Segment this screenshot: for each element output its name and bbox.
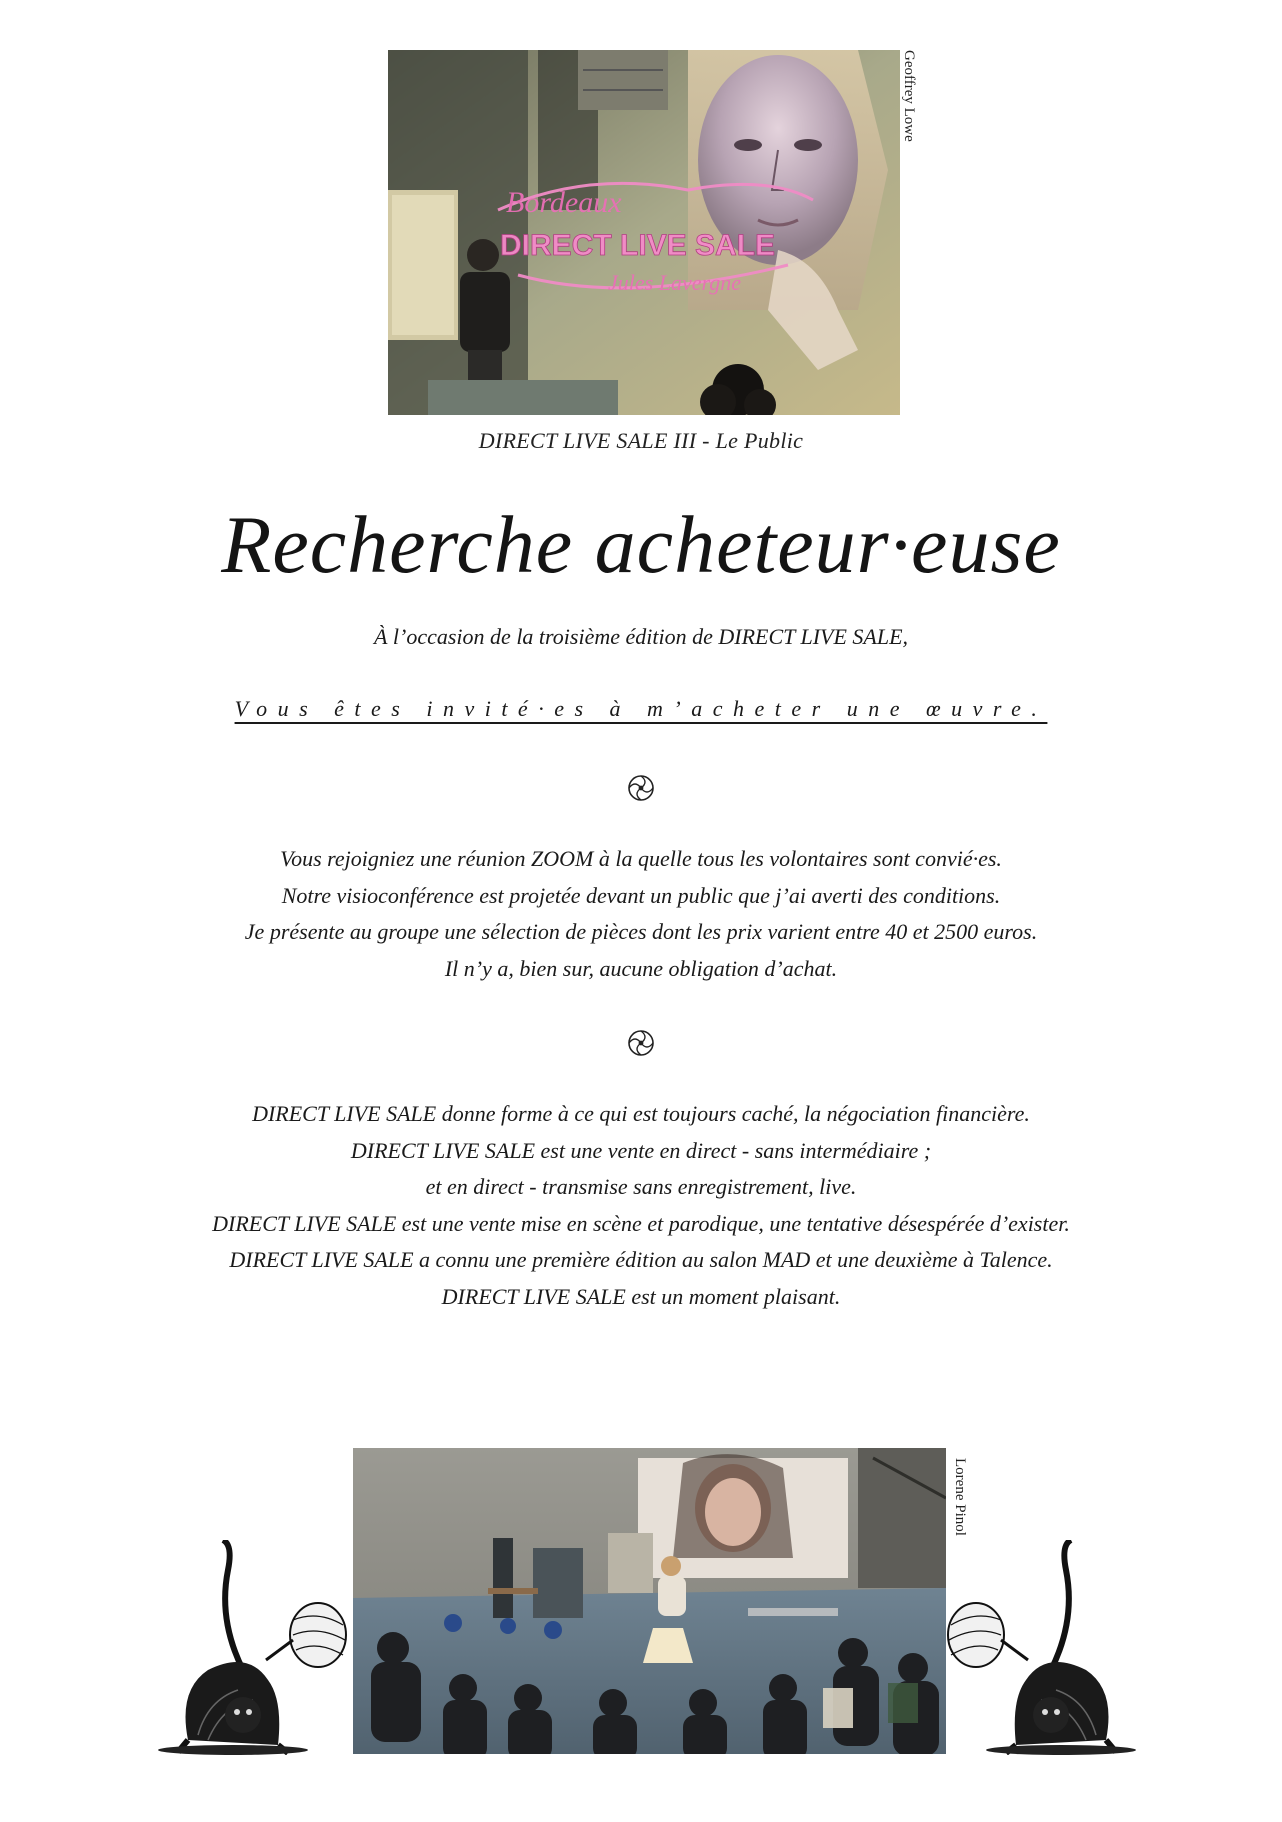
- top-photo: [388, 50, 900, 415]
- spiral-ornament-icon: [627, 1029, 655, 1057]
- paragraph-line: DIRECT LIVE SALE est une vente en direct - sans intermédiaire ;: [350, 1137, 932, 1163]
- monkey-engraving-right: [946, 1540, 1146, 1755]
- paragraph-line: DIRECT LIVE SALE est un moment plaisant.: [441, 1283, 841, 1309]
- photo-credit-bottom: Lorene Pinol: [952, 1458, 968, 1536]
- paragraph-line: DIRECT LIVE SALE donne forme à ce qui est toujours caché, la négociation financière.: [252, 1101, 1030, 1126]
- paragraph-about: [0, 1096, 1282, 1315]
- paragraph-line: DIRECT LIVE SALE est une vente mise en scène et parodique, une tentative désespérée d’exister.: [212, 1210, 1070, 1236]
- paragraph-description: [0, 841, 1282, 987]
- photo-credit-top: Geoffrey Lowe: [901, 50, 917, 142]
- intro-line: À l’occasion de la troisième édition de DIRECT LIVE SALE,: [373, 624, 909, 649]
- invitation-text: Vous êtes invité·es à m’acheter une œuvre.: [234, 696, 1048, 721]
- invitation-line: [0, 696, 1282, 722]
- svg-text:Bordeaux: Bordeaux: [506, 186, 622, 219]
- photo-caption: DIRECT LIVE SALE III - Le Public: [478, 428, 804, 453]
- paragraph-line: DIRECT LIVE SALE a connu une première édition au salon MAD et une deuxième à Talence.: [229, 1247, 1053, 1272]
- monkey-engraving-left: [148, 1540, 348, 1755]
- bottom-photo: [353, 1448, 946, 1754]
- svg-text:Jules Lavergne: Jules Lavergne: [608, 270, 741, 295]
- page-title: Recherche acheteur·euse: [221, 499, 1061, 590]
- spiral-ornament-icon: [627, 774, 655, 802]
- neon-sign-text: DIRECT LIVE SALE: [500, 229, 776, 262]
- paragraph-line: et en direct - transmise sans enregistrement, live.: [425, 1174, 857, 1199]
- paragraph-line: Notre visioconférence est projetée devant un public que j’ai averti des conditions.: [281, 882, 1001, 908]
- paragraph-line: Je présente au groupe une sélection de pièces dont les prix varient entre 40 et 2500 euros.: [244, 919, 1038, 944]
- paragraph-line: Il n’y a, bien sur, aucune obligation d’achat.: [444, 955, 838, 981]
- paragraph-line: Vous rejoigniez une réunion ZOOM à la quelle tous les volontaires sont convié·es.: [280, 846, 1002, 871]
